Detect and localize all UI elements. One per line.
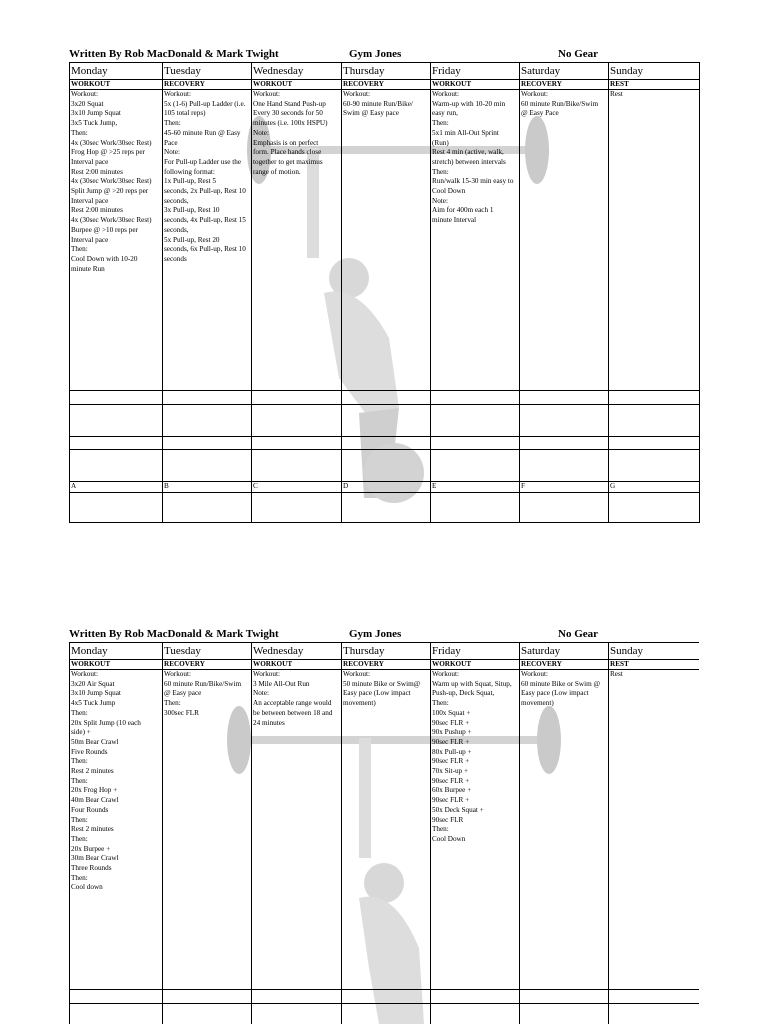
- details-monday: Workout: 3x20 Squat 3x10 Jump Squat 3x5 Tuck Jump, Then: 4x (30sec Work/30sec Rest) Frog Hop @ >25 reps per Interval pace Rest 2:00 minutes 4x (30sec Work/30sec Rest) Split Jump @ >20 reps per Interval pace Rest 2:00 minutes 4x (30sec Work/30sec Rest) Burpee @ >10 reps per Interval pace Then: Cool Down with 10-20 minute Run: [70, 90, 163, 391]
- day-tuesday: Tuesday: [163, 63, 252, 80]
- type-wednesday: WORKOUT: [252, 660, 342, 670]
- gear-label: No Gear: [558, 48, 599, 60]
- type-tuesday: RECOVERY: [163, 660, 252, 670]
- sheet-2: [69, 628, 699, 1024]
- column-letter-row: [70, 482, 700, 493]
- details-wednesday: Workout: One Hand Stand Push-up Every 30 seconds for 50 minutes (i.e. 100x HSPU) Note: Emphasis is on perfect form. Place hands close together to get maximus range of motion.: [252, 90, 342, 391]
- column-letter: G: [609, 482, 700, 493]
- gym-name: Gym Jones: [349, 628, 402, 640]
- details-tuesday: Workout: 60 minute Run/Bike/Swim @ Easy pace Then: 300sec FLR: [163, 670, 252, 990]
- day-sunday: Sunday: [609, 643, 700, 660]
- type-thursday: RECOVERY: [342, 660, 431, 670]
- type-sunday: REST: [609, 660, 700, 670]
- details-monday: Workout: 3x20 Air Squat 3x10 Jump Squat 4x5 Tuck Jump Then: 20x Split Jump (10 each side) + 50m Bear Crawl Five Rounds Then: Rest 2 minutes Then: 20x Frog Hop + 40m Bear Crawl Four Rounds Then: Rest 2 minutes Then: 20x Burpee + 30m Bear Crawl Three Rounds Then: Cool down: [70, 670, 163, 990]
- workout-details-row: [70, 90, 700, 391]
- type-wednesday: WORKOUT: [252, 80, 342, 90]
- details-friday: Workout: Warm up with Squat, Situp, Push-up, Deck Squat, Then: 100x Squat + 90sec FLR + 90x Pushup + 90sec FLR + 80x Pull-up + 90sec FLR + 70x Sit-up + 90sec FLR + 60x Burpee + 90sec FLR + 50x Deck Squat + 90sec FLR Then: Cool Down: [431, 670, 520, 990]
- day-monday: Monday: [70, 63, 163, 80]
- details-thursday: Workout: 60-90 minute Run/Bike/ Swim @ Easy pace: [342, 90, 431, 391]
- details-saturday: Workout: 60 minute Run/Bike/Swim @ Easy Pace: [520, 90, 609, 391]
- session-type-row: [70, 80, 700, 90]
- type-monday: WORKOUT: [70, 80, 163, 90]
- blank-row: [70, 450, 700, 482]
- day-sunday: Sunday: [609, 63, 700, 80]
- details-wednesday: Workout: 3 Mile All-Out Run Note: An acceptable range would be between between 18 and 24 minutes: [252, 670, 342, 990]
- session-type-row: [70, 660, 700, 670]
- type-friday: WORKOUT: [431, 660, 520, 670]
- week-1-table: [69, 62, 700, 523]
- gym-name: Gym Jones: [349, 48, 402, 60]
- authors-text: Written By Rob MacDonald & Mark Twight: [69, 48, 279, 60]
- blank-row: [70, 1004, 700, 1024]
- day-saturday: Saturday: [520, 643, 609, 660]
- day-tuesday: Tuesday: [163, 643, 252, 660]
- details-saturday: Workout: 60 minute Bike or Swim @ Easy pace (Low impact movement): [520, 670, 609, 990]
- authors-text: Written By Rob MacDonald & Mark Twight: [69, 628, 279, 640]
- type-tuesday: RECOVERY: [163, 80, 252, 90]
- column-letter: B: [163, 482, 252, 493]
- day-wednesday: Wednesday: [252, 643, 342, 660]
- details-tuesday: Workout: 5x (1-6) Pull-up Ladder (i.e. 105 total reps) Then: 45-60 minute Run @ Easy Pace Note: For Pull-up Ladder use the following format: 1x Pull-up, Rest 5 seconds, 2x Pull-up, Rest 10 seconds, 3x Pull-up, Rest 10 seconds, 4x Pull-up, Rest 15 seconds, 5x Pull-up, Rest 20 seconds, 6x Pull-up, Rest 10 seconds: [163, 90, 252, 391]
- blank-row: [70, 493, 700, 523]
- column-letter: E: [431, 482, 520, 493]
- type-saturday: RECOVERY: [520, 660, 609, 670]
- gear-label: No Gear: [558, 628, 599, 640]
- day-friday: Friday: [431, 63, 520, 80]
- day-wednesday: Wednesday: [252, 63, 342, 80]
- workout-details-row: [70, 670, 700, 990]
- blank-row: [70, 437, 700, 450]
- type-sunday: REST: [609, 80, 700, 90]
- column-letter: A: [70, 482, 163, 493]
- blank-row: [70, 391, 700, 405]
- sheet-header: [69, 628, 699, 642]
- day-header-row: [70, 63, 700, 80]
- sheet-header: [69, 48, 699, 62]
- day-thursday: Thursday: [342, 643, 431, 660]
- details-friday: Workout: Warm-up with 10-20 min easy run, Then: 5x1 min All-Out Sprint (Run) Rest 4 min (active, walk, stretch) between intervals Then: Run/walk 15-30 min easy to Cool Down Note: Aim for 400m each 1 minute Interval: [431, 90, 520, 391]
- sheet-1: [69, 48, 699, 530]
- column-letter: F: [520, 482, 609, 493]
- day-monday: Monday: [70, 643, 163, 660]
- type-thursday: RECOVERY: [342, 80, 431, 90]
- day-thursday: Thursday: [342, 63, 431, 80]
- column-letter: D: [342, 482, 431, 493]
- type-monday: WORKOUT: [70, 660, 163, 670]
- week-2-table: [69, 642, 699, 1024]
- column-letter: C: [252, 482, 342, 493]
- blank-row: [70, 990, 700, 1004]
- type-friday: WORKOUT: [431, 80, 520, 90]
- details-sunday: Rest: [609, 90, 700, 391]
- details-thursday: Workout: 50 minute Bike or Swim@ Easy pace (Low impact movement): [342, 670, 431, 990]
- details-sunday: Rest: [609, 670, 700, 990]
- day-friday: Friday: [431, 643, 520, 660]
- day-saturday: Saturday: [520, 63, 609, 80]
- day-header-row: [70, 643, 700, 660]
- type-saturday: RECOVERY: [520, 80, 609, 90]
- blank-row: [70, 405, 700, 437]
